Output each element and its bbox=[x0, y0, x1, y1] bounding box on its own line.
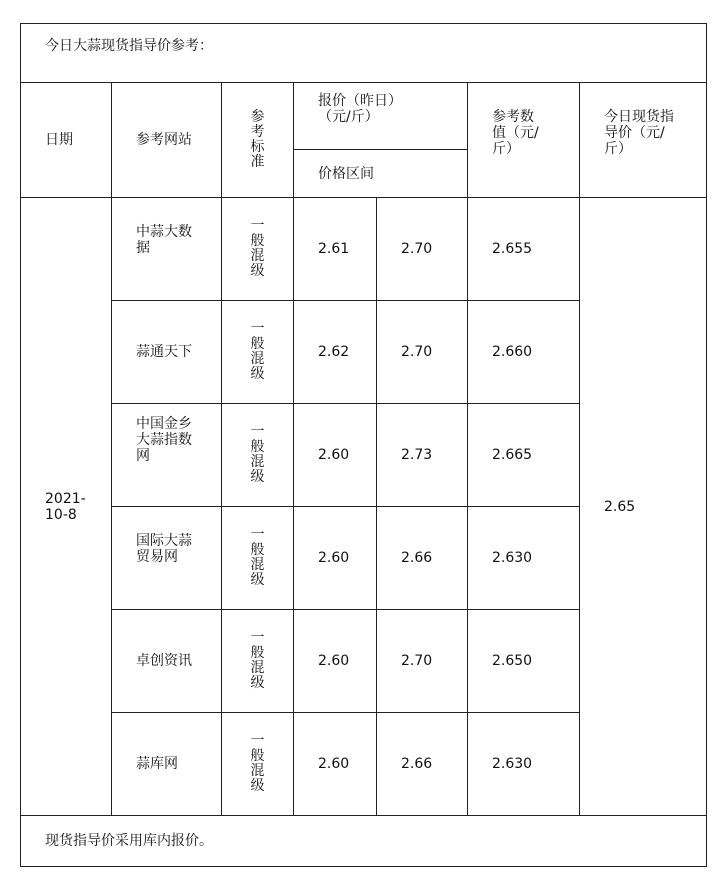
high-price-cell: 2.70 bbox=[377, 610, 468, 713]
header-ref-value: 参考数值（元/斤） bbox=[468, 83, 580, 198]
high-price-cell: 2.73 bbox=[377, 404, 468, 507]
header-date: 日期 bbox=[21, 83, 112, 198]
footnote: 现货指导价采用库内报价。 bbox=[21, 816, 707, 867]
date-cell: 2021-10-8 bbox=[21, 198, 112, 816]
site-cell: 中国金乡大蒜指数网 bbox=[112, 404, 222, 507]
ref-value-cell: 2.630 bbox=[468, 507, 580, 610]
header-today-price: 今日现货指导价（元/斤） bbox=[580, 83, 707, 198]
ref-value-cell: 2.665 bbox=[468, 404, 580, 507]
site-cell: 卓创资讯 bbox=[112, 610, 222, 713]
high-price-cell: 2.66 bbox=[377, 507, 468, 610]
footnote-row bbox=[21, 816, 707, 867]
title-row bbox=[21, 24, 707, 83]
header-row-1 bbox=[21, 83, 707, 150]
site-cell: 蒜通天下 bbox=[112, 301, 222, 404]
standard-cell: 一般混级 bbox=[222, 301, 294, 404]
site-cell: 国际大蒜贸易网 bbox=[112, 507, 222, 610]
today-price-cell: 2.65 bbox=[580, 198, 707, 816]
header-range: 价格区间 bbox=[294, 150, 468, 198]
high-price-cell: 2.70 bbox=[377, 301, 468, 404]
garlic-price-table bbox=[20, 23, 707, 867]
site-cell: 中蒜大数据 bbox=[112, 198, 222, 301]
ref-value-cell: 2.660 bbox=[468, 301, 580, 404]
standard-cell: 一般混级 bbox=[222, 713, 294, 816]
site-cell: 蒜库网 bbox=[112, 713, 222, 816]
standard-cell: 一般混级 bbox=[222, 198, 294, 301]
header-quote: 报价（昨日）（元/斤） bbox=[294, 83, 468, 150]
low-price-cell: 2.60 bbox=[294, 610, 377, 713]
low-price-cell: 2.60 bbox=[294, 404, 377, 507]
low-price-cell: 2.60 bbox=[294, 713, 377, 816]
low-price-cell: 2.61 bbox=[294, 198, 377, 301]
ref-value-cell: 2.630 bbox=[468, 713, 580, 816]
table-title: 今日大蒜现货指导价参考： bbox=[21, 24, 707, 83]
ref-value-cell: 2.655 bbox=[468, 198, 580, 301]
low-price-cell: 2.62 bbox=[294, 301, 377, 404]
low-price-cell: 2.60 bbox=[294, 507, 377, 610]
high-price-cell: 2.66 bbox=[377, 713, 468, 816]
ref-value-cell: 2.650 bbox=[468, 610, 580, 713]
standard-cell: 一般混级 bbox=[222, 610, 294, 713]
header-standard: 参考标准 bbox=[222, 83, 294, 198]
standard-cell: 一般混级 bbox=[222, 404, 294, 507]
table-row bbox=[21, 198, 707, 301]
header-site: 参考网站 bbox=[112, 83, 222, 198]
high-price-cell: 2.70 bbox=[377, 198, 468, 301]
standard-cell: 一般混级 bbox=[222, 507, 294, 610]
